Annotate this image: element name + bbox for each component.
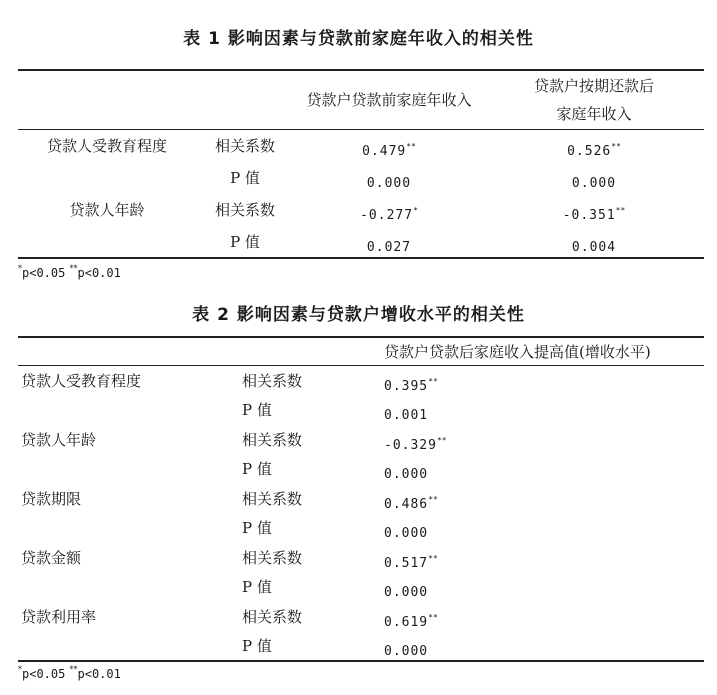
table1-stat-label: P 值 [230, 233, 260, 251]
table2-stat-label: 相关系数 [242, 372, 303, 390]
table1-header-rule [18, 129, 704, 130]
table2-factor-education: 贷款人受教育程度 [21, 372, 142, 390]
table1-stat-label: P 值 [230, 169, 260, 187]
table2-cell: 0.000 [384, 585, 429, 600]
table1-factor-education: 贷款人受教育程度 [46, 137, 168, 155]
table1-top-rule [18, 69, 704, 71]
table2-note: *p<0.05 **p<0.01 [18, 665, 121, 681]
table1-col2-header-line1: 贷款户按期还款后 [533, 77, 655, 95]
table2-stat-label: 相关系数 [242, 549, 303, 567]
table2-bottom-rule [18, 660, 704, 662]
table2-stat-label: P 值 [242, 460, 272, 478]
table1-title: 表 1 影响因素与贷款前家庭年收入的相关性 [183, 29, 534, 49]
table1-cell: 0.526** [567, 142, 621, 159]
table1-col1-header: 贷款户贷款前家庭年收入 [306, 91, 472, 109]
table2-cell: 0.619** [384, 613, 438, 630]
table2-factor-amount: 贷款金额 [21, 549, 82, 567]
table2-cell: 0.000 [384, 467, 429, 482]
table2-stat-label: 相关系数 [242, 490, 303, 508]
table1-bottom-rule [18, 257, 704, 259]
table2-factor-term: 贷款期限 [21, 490, 82, 508]
table2-stat-label: P 值 [242, 519, 272, 537]
table1-stat-label: 相关系数 [214, 201, 276, 219]
table1-note: *p<0.05 **p<0.01 [18, 264, 121, 280]
table1-cell: 0.000 [366, 176, 412, 191]
table1-cell: 0.000 [571, 176, 617, 191]
table2-cell: 0.000 [384, 526, 429, 541]
table2-stat-label: P 值 [242, 401, 272, 419]
table1-cell: 0.027 [366, 240, 412, 255]
table2-col-header: 贷款户贷款后家庭收入提高值(增收水平) [384, 343, 651, 361]
table2-title: 表 2 影响因素与贷款户增收水平的相关性 [192, 305, 525, 325]
table2-cell: -0.329** [384, 436, 447, 453]
table2-stat-label: 相关系数 [242, 608, 303, 626]
table2-stat-label: 相关系数 [242, 431, 303, 449]
table1-stat-label: 相关系数 [214, 137, 276, 155]
table1-col2-header-line2: 家庭年收入 [556, 105, 632, 123]
table2-stat-label: P 值 [242, 637, 272, 655]
table2-cell: 0.517** [384, 554, 438, 571]
table2-factor-utilization: 贷款利用率 [21, 608, 97, 626]
table2-factor-age: 贷款人年龄 [21, 431, 97, 449]
table1-cell: 0.479** [362, 142, 416, 159]
table2-stat-label: P 值 [242, 578, 272, 596]
table2-cell: 0.000 [384, 644, 429, 659]
table2-cell: 0.395** [384, 377, 438, 394]
table1-cell: -0.351** [562, 206, 626, 223]
table1-cell: 0.004 [571, 240, 617, 255]
table1-cell: -0.277* [360, 206, 418, 223]
table1-factor-age: 贷款人年龄 [69, 201, 145, 219]
table2-cell: 0.486** [384, 495, 438, 512]
table2-top-rule [18, 336, 704, 338]
table2-header-rule [18, 365, 704, 366]
table2-cell: 0.001 [384, 408, 429, 423]
